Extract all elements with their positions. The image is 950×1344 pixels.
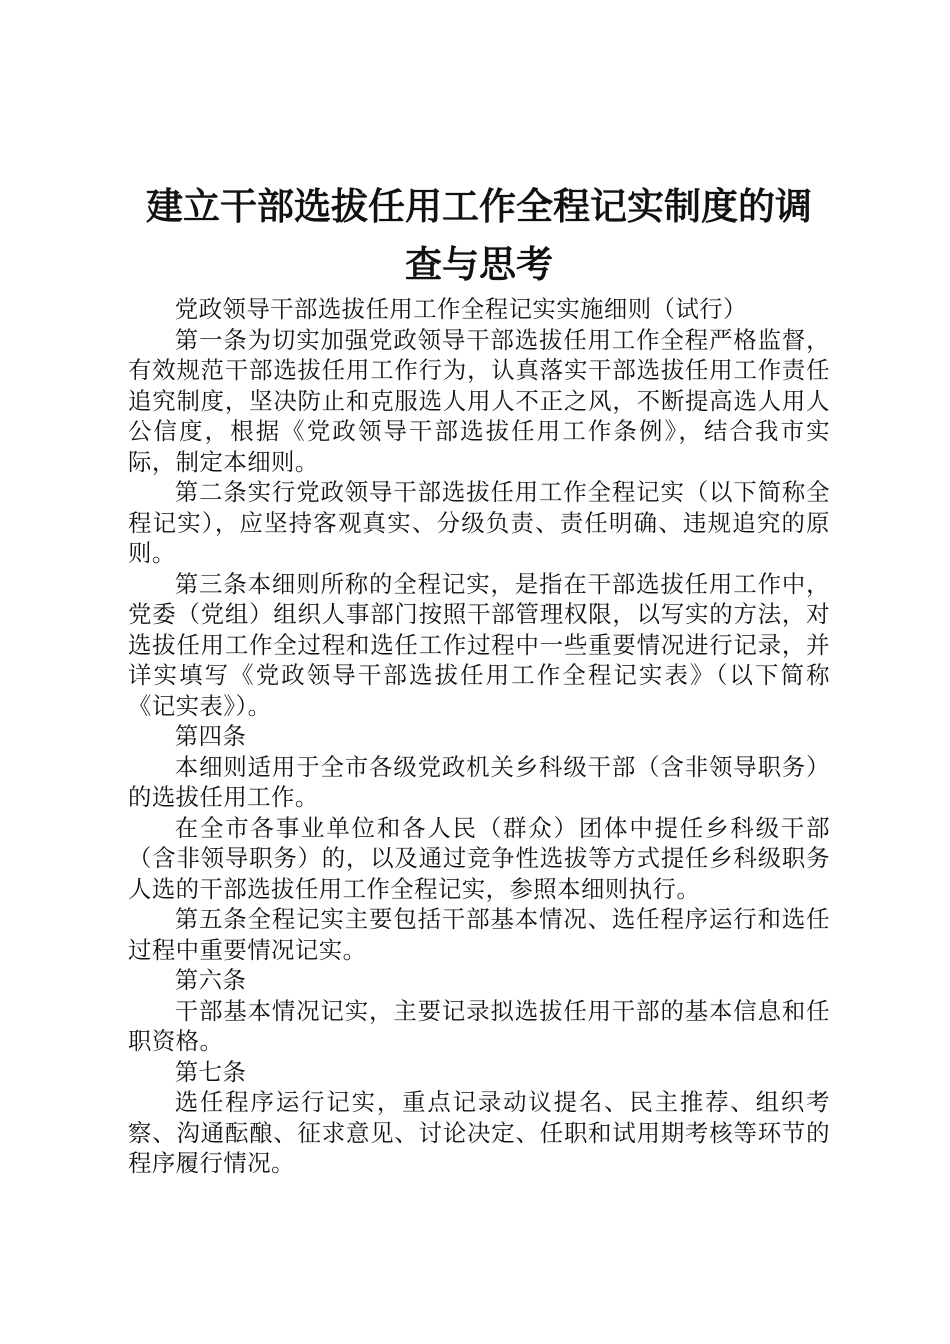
paragraph-article-4-heading: 第四条: [174, 722, 247, 750]
paragraph-article-3: 第三条本细则所称的全程记实，是指在干部选拔任用工作中，党委（党组）组织人事部门按照干部管理权限，以写实的方法，对选拔任用工作全过程和选任工作过程中一些重要情况进行记录，并详实填写《党政领导干部选拔任用工作全程记实表》（以下简称《记实表》）。: [128, 569, 830, 720]
paragraph-article-4-clause-1: 本细则适用于全市各级党政机关乡科级干部（含非领导职务）的选拔任用工作。: [128, 752, 830, 811]
paragraph-article-5: 第五条全程记实主要包括干部基本情况、选任程序运行和选任过程中重要情况记实。: [128, 905, 830, 964]
paragraph-article-1: 第一条为切实加强党政领导干部选拔任用工作全程严格监督，有效规范干部选拔任用工作行为，认真落实干部选拔任用工作责任追究制度，坚决防止和克服选人用人不正之风，不断提高选人用人公信度，根据《党政领导干部选拔任用工作条例》，结合我市实际，制定本细则。: [128, 325, 830, 476]
paragraph-subtitle: 党政领导干部选拔任用工作全程记实实施细则（试行）: [174, 295, 747, 323]
document-title: 建立干部选拔任用工作全程记实制度的调查与思考: [146, 185, 812, 286]
paragraph-article-6-heading: 第六条: [174, 966, 247, 994]
paragraph-article-7-heading: 第七条: [174, 1057, 247, 1086]
document-page: [128, 178, 830, 1179]
paragraph-article-6-clause: 干部基本情况记实，主要记录拟选拔任用干部的基本信息和任职资格。: [128, 996, 830, 1055]
paragraph-article-7-clause: 选任程序运行记实，重点记录动议提名、民主推荐、组织考察、沟通酝酿、征求意见、讨论决定、任职和试用期考核等环节的程序履行情况。: [128, 1088, 830, 1177]
paragraph-article-4-clause-2: 在全市各事业单位和各人民（群众）团体中提任乡科级干部（含非领导职务）的，以及通过竞争性选拔等方式提任乡科级职务人选的干部选拔任用工作全程记实，参照本细则执行。: [128, 813, 830, 903]
document-body: [128, 294, 830, 1179]
paragraph-article-2: 第二条实行党政领导干部选拔任用工作全程记实（以下简称全程记实），应坚持客观真实、分级负责、责任明确、违规追究的原则。: [128, 478, 830, 567]
